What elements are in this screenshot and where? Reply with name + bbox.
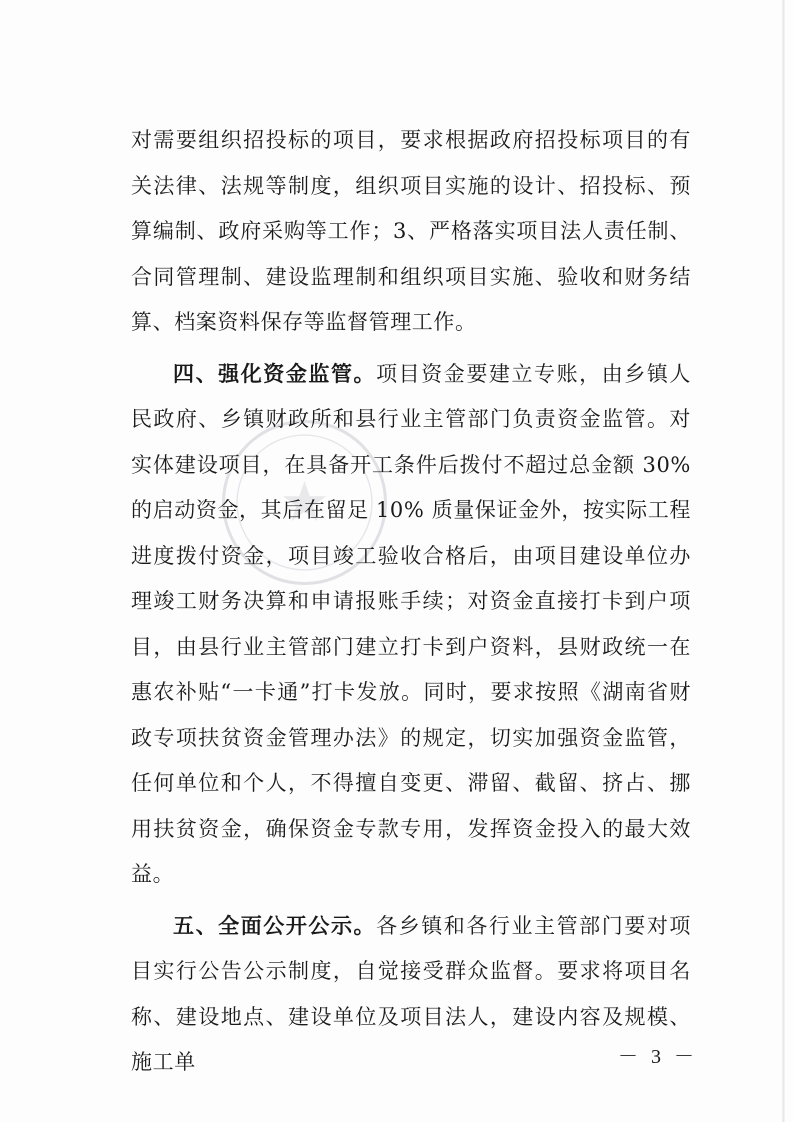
section-5-heading: 五、全面公开公示。 bbox=[173, 913, 377, 938]
document-body bbox=[131, 118, 691, 1092]
paragraph-section-4 bbox=[131, 352, 691, 898]
paragraph-continuation: 对需要组织招投标的项目，要求根据政府招投标项目的有关法律、法规等制度，组织项目实施的设计、招投标、预算编制、政府采购等工作；3、严格落实项目法人责任制、合同管理制、建设监理制和组织项目实施、验收和财务结算、档案资料保存等监督管理工作。 bbox=[131, 128, 691, 334]
page-number: － 3 － bbox=[618, 1046, 698, 1068]
paragraph-section-5 bbox=[131, 904, 691, 1086]
section-5-body: 各乡镇和各行业主管部门要对项目实行公告公示制度，自觉接受群众监督。要求将项目名称、建设地点、建设单位及项目法人，建设内容及规模、施工单 bbox=[131, 913, 691, 1074]
section-4-heading: 四、强化资金监管。 bbox=[173, 361, 377, 386]
section-4-body: 项目资金要建立专账，由乡镇人民政府、乡镇财政所和县行业主管部门负责资金监管。对实体建设项目，在具备开工条件后拨付不超过总金额 30% 的启动资金，其后在留足 10% 质量保证金外，按实际工程进度拨付资金，项目竣工验收合格后，由项目建设单位办理竣工财务决算和申请报账手续；对资金直接打卡到户项目，由县行业主管部门建立打卡到户资料，县财政统一在惠农补贴“一卡通”打卡发放。同时，要求按照《湖南省财政专项扶贫资金管理办法》的规定，切实加强资金监管，任何单位和个人，不得擅自变更、滞留、截留、挤占、挪用扶贫资金，确保资金专款专用，发挥资金投入的最大效益。 bbox=[131, 361, 691, 886]
binding-edge bbox=[782, 0, 785, 1122]
